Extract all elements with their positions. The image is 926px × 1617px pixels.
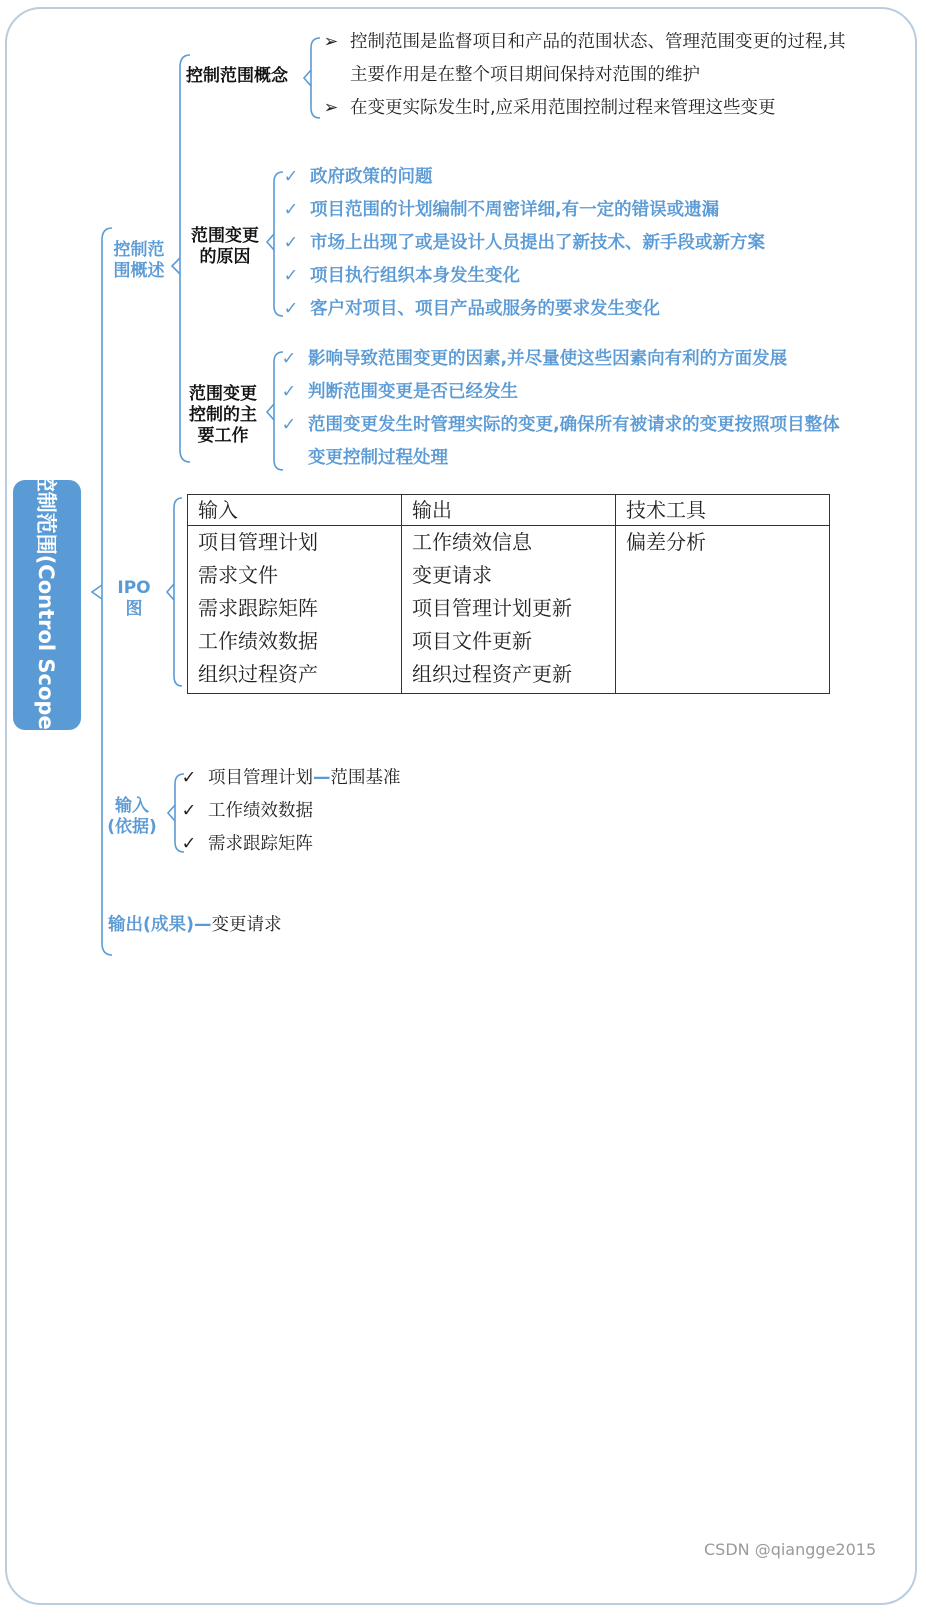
root-title: 控制范围 [34, 470, 58, 555]
ipo-header-row [188, 495, 830, 526]
ipo-tool-item: 偏差分析 [626, 530, 706, 554]
ipo-output-item: 组织过程资产更新 [412, 662, 572, 686]
ipo-output-item: 项目文件更新 [412, 629, 532, 653]
ipo-body-row [188, 526, 830, 694]
ipo-label: IPO图 [117, 578, 151, 619]
cause-item: ✓ 客户对项目、项目产品或服务的要求发生变化 [278, 293, 660, 326]
input-basis-label: 输入(依据) [107, 796, 157, 837]
cause-item: ✓ 项目执行组织本身发生变化 [278, 260, 520, 293]
concept-item-continued: 主要作用是在整个项目期间保持对范围的维护 [350, 65, 700, 85]
work-item: ✓ 判断范围变更是否已经发生 [276, 376, 518, 409]
root-node [13, 470, 81, 740]
work-item: ✓ 范围变更发生时管理实际的变更,确保所有被请求的变更按照项目整体 [276, 409, 840, 442]
ipo-input-item: 项目管理计划 [198, 530, 318, 554]
concept-item: ➢ 控制范围是监督项目和产品的范围状态、管理范围变更的过程,其 [318, 26, 846, 59]
watermark: CSDN @qiangge2015 [704, 1540, 877, 1559]
work-item: ✓ 影响导致范围变更的因素,并尽量使这些因素向有利的方面发展 [276, 343, 787, 376]
arrow-marker-icon: ➢ [323, 98, 339, 118]
check-marker-icon: ✓ [181, 834, 197, 854]
concept-item: ➢ 在变更实际发生时,应采用范围控制过程来管理这些变更 [318, 92, 776, 125]
output-result-label: 输出(成果) [108, 915, 194, 935]
cause-item: ✓ 政府政策的问题 [278, 161, 433, 194]
check-marker-icon: ✓ [281, 349, 297, 369]
ipo-input-item: 工作绩效数据 [198, 629, 318, 653]
check-marker-icon: ✓ [283, 299, 299, 319]
ipo-input-item: 需求文件 [198, 563, 278, 587]
dash-connector: — [194, 915, 212, 935]
work-item-continued: 变更控制过程处理 [308, 448, 448, 468]
output-result-value: 变更请求 [211, 915, 282, 935]
ipo-header-tools: 技术工具 [616, 495, 830, 526]
ipo-input-item: 组织过程资产 [198, 662, 318, 686]
ipo-tools-cell [616, 526, 830, 694]
ipo-input-item: 需求跟踪矩阵 [198, 596, 318, 620]
ipo-header-input: 输入 [188, 495, 402, 526]
ipo-output-cell [402, 526, 616, 694]
ipo-output-item: 变更请求 [412, 563, 492, 587]
check-marker-icon: ✓ [181, 801, 197, 821]
work-label: 范围变更控制的主要工作 [189, 384, 257, 446]
input-basis-item: ✓ 需求跟踪矩阵 [176, 828, 313, 861]
root-subtitle: (Control Scope) [34, 554, 58, 740]
ipo-input-cell [188, 526, 402, 694]
output-result [108, 909, 282, 942]
check-marker-icon: ✓ [281, 415, 297, 435]
check-marker-icon: ✓ [283, 266, 299, 286]
root-title-group [32, 471, 62, 740]
ipo-output-item: 项目管理计划更新 [412, 596, 572, 620]
check-marker-icon: ✓ [283, 167, 299, 187]
ipo-bracket [174, 498, 182, 686]
dash-connector: — [313, 768, 331, 788]
ipo-table [187, 494, 830, 694]
check-marker-icon: ✓ [283, 233, 299, 253]
check-marker-icon: ✓ [281, 382, 297, 402]
main-bracket [102, 228, 112, 955]
ipo-header-output: 输出 [402, 495, 616, 526]
check-marker-icon: ✓ [181, 768, 197, 788]
causes-label: 范围变更的原因 [191, 226, 259, 267]
overview-label: 控制范围概述 [113, 240, 165, 281]
main-bracket-point [92, 585, 102, 599]
arrow-marker-icon: ➢ [323, 32, 339, 52]
cause-item: ✓ 项目范围的计划编制不周密详细,有一定的错误或遗漏 [278, 194, 719, 227]
concept-label: 控制范围概念 [186, 66, 288, 86]
cause-item: ✓ 市场上出现了或是设计人员提出了新技术、新手段或新方案 [278, 227, 765, 260]
input-basis-item: ✓ 项目管理计划—范围基准 [176, 762, 401, 795]
input-basis-item: ✓ 工作绩效数据 [176, 795, 313, 828]
check-marker-icon: ✓ [283, 200, 299, 220]
ipo-output-item: 工作绩效信息 [412, 530, 532, 554]
